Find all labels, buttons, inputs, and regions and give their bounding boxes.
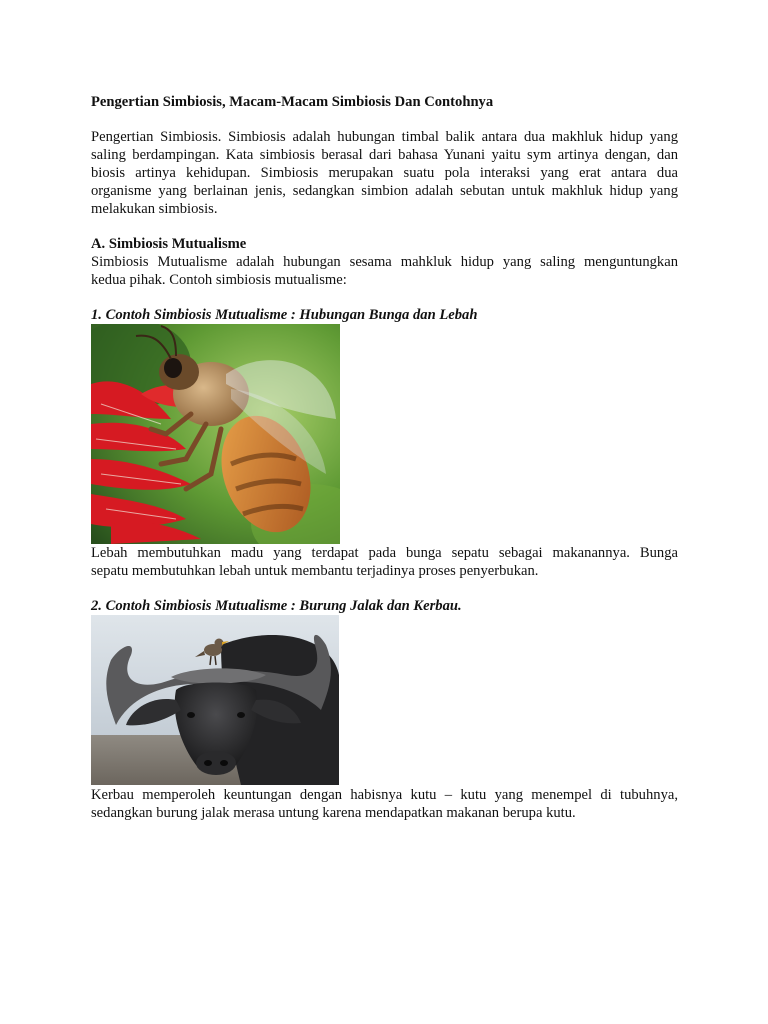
bee-flower-photo	[91, 324, 340, 544]
intro-line-2: saling berdampingan. Kata simbiosis berasal dari bahasa Yunani yaitu sym artinya dengan, dan	[91, 147, 678, 163]
example1-line-1: Lebah membutuhkan madu yang terdapat pada bunga sepatu sebagai makanannya. Bunga	[91, 545, 678, 561]
intro-line-5: melakukan simbiosis.	[91, 201, 218, 217]
section-a-line-1: Simbiosis Mutualisme adalah hubungan sesama mahkluk hidup yang saling menguntungkan	[91, 254, 678, 270]
intro-line-3: biosis artinya kehidupan. Simbiosis merupakan suatu pola interaksi yang erat antara dua	[91, 165, 678, 181]
intro-line-1: Pengertian Simbiosis. Simbiosis adalah hubungan timbal balik antara dua makhluk hidup yang	[91, 129, 678, 145]
example2-line-2: sedangkan burung jalak merasa untung karena mendapatkan makanan berupa kutu.	[91, 805, 576, 821]
example1-line-2: sepatu membutuhkan lebah untuk membantu terjadinya proses penyerbukan.	[91, 563, 539, 579]
intro-line-4: organisme yang berlainan jenis, sedangkan simbion adalah sebutan untuk makhluk hidup yang	[91, 183, 678, 199]
section-a-line-2: kedua pihak. Contoh simbiosis mutualisme:	[91, 272, 347, 288]
example2-line-1: Kerbau memperoleh keuntungan dengan habisnya kutu – kutu yang menempel di tubuhnya,	[91, 787, 678, 803]
example2-heading: 2. Contoh Simbiosis Mutualisme : Burung Jalak dan Kerbau.	[91, 598, 462, 614]
section-a-heading: A. Simbiosis Mutualisme	[91, 236, 247, 252]
document-title: Pengertian Simbiosis, Macam-Macam Simbiosis Dan Contohnya	[91, 94, 494, 110]
example1-heading: 1. Contoh Simbiosis Mutualisme : Hubungan Bunga dan Lebah	[91, 307, 478, 323]
buffalo-bird-photo	[91, 615, 339, 785]
